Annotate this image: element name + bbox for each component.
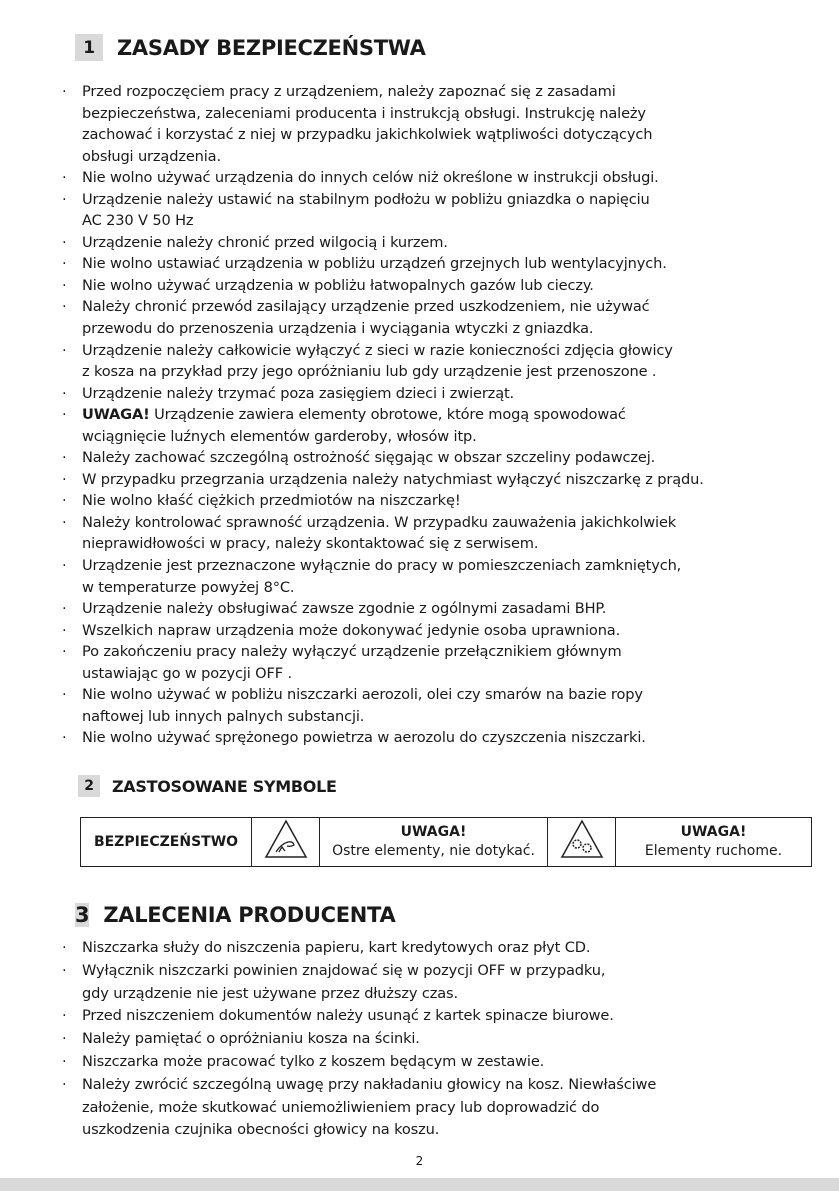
list-item-line [58, 983, 656, 1006]
line-text: Należy kontrolować sprawność urządzenia. W przypadku zauważenia jakichkolwiek [82, 513, 677, 531]
list-item [58, 232, 704, 254]
list-item-line [58, 81, 704, 103]
list-item-line [58, 512, 704, 534]
line-text: Przed niszczeniem dokumentów należy usunąć z kartek spinacze biurowe. [82, 1007, 614, 1025]
line-text: Należy zachować szczególną ostrożność sięgając w obszar szczeliny podawczej. [82, 449, 656, 467]
symbol-text: Ostre elementy, nie dotykać. [332, 843, 535, 859]
list-item [58, 447, 704, 469]
list-item-line [58, 318, 704, 340]
bullet-icon: · [62, 449, 67, 467]
symbol-title: UWAGA! [680, 824, 747, 840]
symbol-text: Elementy ruchome. [644, 843, 783, 859]
line-text: uszkodzenia czujnika obecności głowicy na koszu. [82, 1121, 440, 1139]
page-number: 2 [415, 1154, 424, 1168]
line-text: z kosza na przykład przy jego opróżnianiu lub gdy urządzenie jest przenoszone . [82, 363, 657, 381]
bullet-icon: · [62, 233, 67, 251]
line-text: Urządzenie należy całkowicie wyłączyć z sieci w razie konieczności zdjęcia głowicy [82, 341, 673, 359]
list-item [58, 727, 704, 749]
bullet-icon: · [62, 1007, 67, 1025]
bullet-icon: · [62, 384, 67, 402]
section-2-heading [78, 775, 337, 797]
list-item [58, 404, 704, 447]
footer-bar [0, 1178, 839, 1191]
line-text: obsługi urządzenia. [82, 147, 221, 165]
list-item-line [58, 426, 704, 448]
list-item-line [58, 937, 656, 960]
section-3-heading [75, 903, 395, 927]
line-text: Urządzenie jest przeznaczone wyłącznie do pracy w pomieszczeniach zamkniętych, [82, 557, 682, 575]
list-item [58, 275, 704, 297]
symbols-table [80, 817, 812, 867]
symbols-label: BEZPIECZEŃSTWO [81, 818, 252, 867]
list-item-line [58, 641, 704, 663]
list-item-line [58, 167, 704, 189]
list-item [58, 1005, 656, 1028]
line-text: Niszczarka może pracować tylko z koszem będącym w zestawie. [82, 1052, 545, 1070]
section-number: 1 [75, 34, 103, 61]
bullet-icon: · [62, 1052, 67, 1070]
bullet-icon: · [62, 190, 67, 208]
line-text: Nie wolno używać urządzenia do innych celów niż określone w instrukcji obsługi. [82, 169, 659, 187]
bullet-icon: · [62, 600, 67, 618]
line-text: Urządzenie należy obsługiwać zawsze zgodnie z ogólnymi zasadami BHP. [82, 600, 607, 618]
section-number: 2 [78, 775, 100, 797]
line-text: Należy pamiętać o opróżnianiu kosza na ścinki. [82, 1030, 420, 1048]
list-item-line [58, 1005, 656, 1028]
bullet-icon: · [62, 686, 67, 704]
list-item-line [58, 577, 704, 599]
list-item [58, 81, 704, 167]
bullet-icon: · [62, 621, 67, 639]
bullet-icon: · [62, 643, 67, 661]
list-item-line [58, 684, 704, 706]
list-item [58, 1051, 656, 1074]
line-text: Niszczarka służy do niszczenia papieru, kart kredytowych oraz płyt CD. [82, 939, 591, 956]
manufacturer-recommendations-list [58, 937, 656, 1142]
list-item-line [58, 146, 704, 168]
bullet-icon: · [62, 1030, 67, 1048]
bullet-icon: · [62, 169, 67, 187]
list-item-line [58, 663, 704, 685]
symbol-description [616, 818, 812, 867]
line-text: Nie wolno używać w pobliżu niszczarki aerozoli, olei czy smarów na bazie ropy [82, 686, 643, 704]
bullet-icon: · [62, 729, 67, 747]
list-item-line [58, 1051, 656, 1074]
line-text: W przypadku przegrzania urządzenia należy natychmiast wyłączyć niszczarkę z prądu. [82, 470, 704, 488]
line-text: Urządzenie należy ustawić na stabilnym podłożu w pobliżu gniazdka o napięciu [82, 190, 650, 208]
list-item [58, 1074, 656, 1142]
list-item-line [58, 533, 704, 555]
section-title: ZALECENIA PRODUCENTA [103, 903, 396, 927]
list-item [58, 189, 704, 232]
list-item-line [58, 1119, 656, 1142]
line-text: ustawiając go w pozycji OFF . [82, 664, 292, 682]
bullet-icon: · [62, 255, 67, 273]
list-item-line [58, 620, 704, 642]
list-item [58, 684, 704, 727]
list-item-line [58, 296, 704, 318]
list-item [58, 490, 704, 512]
bullet-icon: · [62, 492, 67, 510]
list-item-line [58, 727, 704, 749]
list-item [58, 960, 656, 1006]
list-item-line [58, 253, 704, 275]
line-text: Należy chronić przewód zasilający urządzenie przed uszkodzeniem, nie używać [82, 298, 650, 316]
list-item-line [58, 706, 704, 728]
list-item-line [58, 232, 704, 254]
line-text: w temperaturze powyżej 8°C. [82, 578, 295, 596]
bullet-icon: · [62, 1075, 67, 1093]
sharp-elements-warning-icon [252, 818, 320, 867]
list-item-line [58, 210, 704, 232]
list-item-line [58, 1028, 656, 1051]
line-text: naftowej lub innych palnych substancji. [82, 707, 365, 725]
line-text: Nie wolno kłaść ciężkich przedmiotów na niszczarkę! [82, 492, 461, 510]
line-text: Przed rozpoczęciem pracy z urządzeniem, należy zapoznać się z zasadami [82, 83, 616, 100]
list-item [58, 469, 704, 491]
line-text: wciągnięcie luźnych elementów garderoby, włosów itp. [82, 427, 477, 445]
line-text: gdy urządzenie nie jest używane przez dłuższy czas. [82, 984, 458, 1002]
symbol-title: UWAGA! [400, 824, 467, 840]
list-item-line [58, 404, 704, 426]
bullet-icon: · [62, 298, 67, 316]
list-item-line [58, 1074, 656, 1097]
moving-parts-warning-icon [548, 818, 616, 867]
line-text: Wszelkich napraw urządzenia może dokonywać jedynie osoba uprawniona. [82, 621, 621, 639]
line-text: Należy zwrócić szczególną uwagę przy nakładaniu głowicy na kosz. Niewłaściwe [82, 1075, 657, 1093]
list-item-line [58, 340, 704, 362]
line-text: bezpieczeństwa, zaleceniami producenta i instrukcją obsługi. Instrukcję należy [82, 104, 646, 122]
bullet-icon: · [62, 470, 67, 488]
list-item [58, 512, 704, 555]
list-item-line [58, 103, 704, 125]
list-item-line [58, 361, 704, 383]
list-item-line [58, 1097, 656, 1120]
list-item-line [58, 189, 704, 211]
bullet-icon: · [62, 276, 67, 294]
list-item-line [58, 490, 704, 512]
list-item-line [58, 124, 704, 146]
line-text: założenie, może skutkować uniemożliwieniem pracy lub doprowadzić do [82, 1098, 600, 1116]
list-item [58, 937, 656, 960]
line-text: Wyłącznik niszczarki powinien znajdować się w pozycji OFF w przypadku, [82, 961, 606, 979]
line-text: Nie wolno ustawiać urządzenia w pobliżu urządzeń grzejnych lub wentylacyjnych. [82, 255, 667, 273]
list-item [58, 641, 704, 684]
line-text: Urządzenie należy chronić przed wilgocią i kurzem. [82, 233, 448, 251]
symbol-description [320, 818, 548, 867]
list-item [58, 620, 704, 642]
list-item-line [58, 555, 704, 577]
list-item [58, 167, 704, 189]
line-text: Urządzenie należy trzymać poza zasięgiem dzieci i zwierząt. [82, 384, 515, 402]
bullet-icon: · [62, 341, 67, 359]
warning-label: UWAGA! [82, 406, 150, 424]
list-item-line [58, 383, 704, 405]
list-item [58, 1028, 656, 1051]
list-item-line [58, 598, 704, 620]
section-1-heading [75, 34, 426, 61]
line-text: nieprawidłowości w pracy, należy skontaktować się z serwisem. [82, 535, 539, 553]
line-text: zachować i korzystać z niej w przypadku jakichkolwiek wątpliwości dotyczących [82, 126, 653, 144]
line-text: Nie wolno używać sprężonego powietrza w aerozolu do czyszczenia niszczarki. [82, 729, 646, 747]
bullet-icon: · [62, 83, 67, 100]
bullet-icon: · [62, 557, 67, 575]
bullet-icon: · [62, 939, 67, 956]
line-text: Urządzenie zawiera elementy obrotowe, które mogą spowodować [149, 406, 626, 424]
list-item [58, 383, 704, 405]
list-item-line [58, 275, 704, 297]
list-item [58, 253, 704, 275]
line-text: Nie wolno używać urządzenia w pobliżu łatwopalnych gazów lub cieczy. [82, 276, 594, 294]
list-item-line [58, 447, 704, 469]
line-text: Po zakończeniu pracy należy wyłączyć urządzenie przełącznikiem głównym [82, 643, 622, 661]
line-text: przewodu do przenoszenia urządzenia i wyciągania wtyczki z gniazdka. [82, 320, 594, 338]
list-item-line [58, 960, 656, 983]
list-item [58, 340, 704, 383]
list-item [58, 296, 704, 339]
bullet-icon: · [62, 961, 67, 979]
list-item [58, 598, 704, 620]
bullet-icon: · [62, 513, 67, 531]
bullet-icon: · [62, 406, 67, 424]
section-title: ZASADY BEZPIECZEŃSTWA [117, 35, 426, 60]
list-item [58, 555, 704, 598]
section-number: 3 [75, 903, 90, 927]
safety-rules-list [58, 81, 704, 749]
list-item-line [58, 469, 704, 491]
line-text: AC 230 V 50 Hz [82, 212, 194, 230]
section-title: ZASTOSOWANE SYMBOLE [112, 776, 337, 796]
